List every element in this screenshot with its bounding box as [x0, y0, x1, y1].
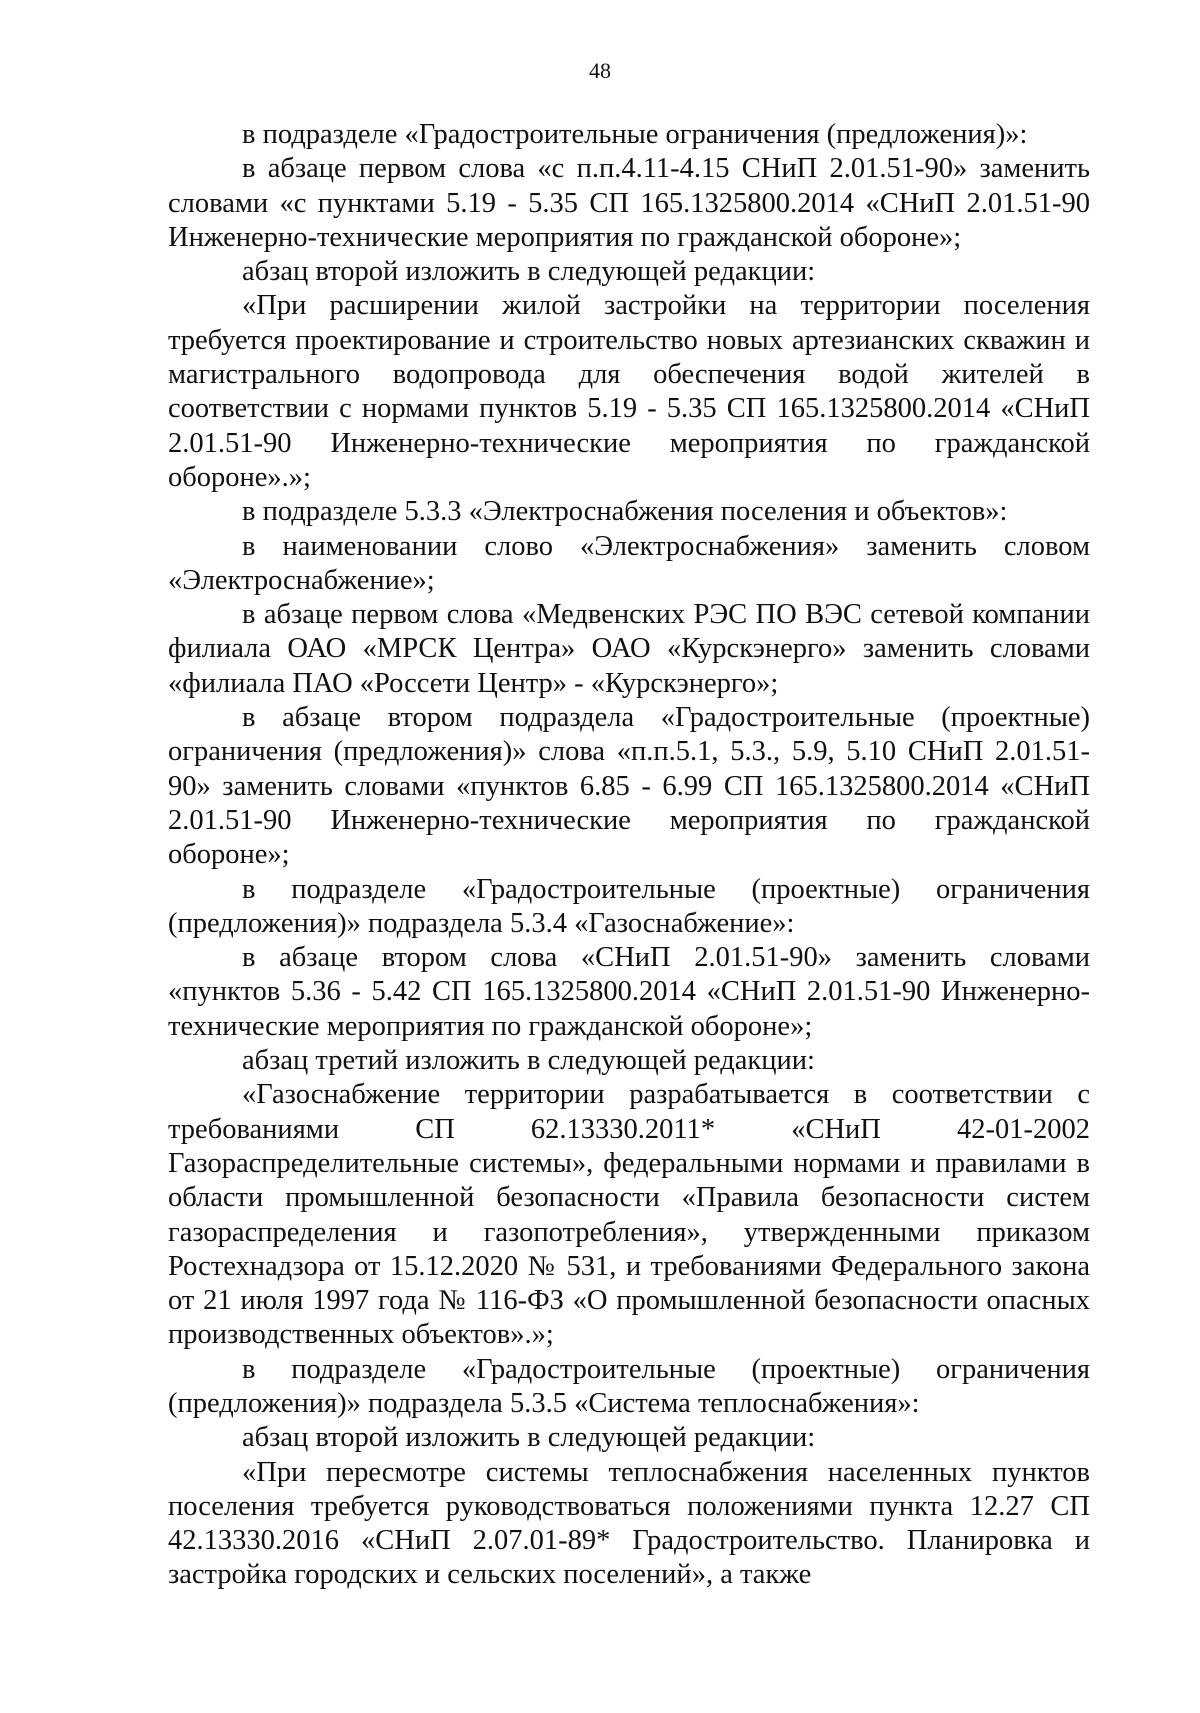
page-number: 48 [589, 58, 611, 83]
paragraph: абзац второй изложить в следующей редакции: [242, 256, 816, 288]
paragraph: в подразделе «Градостроительные (проектные) ограничения (предложения)» подраздела 5.3.5 «Система теплоснабжения»: [168, 1353, 1090, 1419]
paragraph: «При расширении жилой застройки на территории поселения требуется проектирование и строительство новых артезианских скважин и магистрального водопровода для обеспечения водой жителей в соответствии с нормами пунктов 5.19 - 5.35 СП 165.1325800.2014 «СНиП 2.01.51-90 Инженерно-технические мероприятия по гражданской обороне».»; [168, 290, 1090, 493]
paragraph: «При пересмотре системы теплоснабжения населенных пунктов поселения требуется руководствоваться положениями пункта 12.27 СП 42.13330.2016 «СНиП 2.07.01-89* Градостроительство. Планировка и застройка городских и сельских поселений», а также [168, 1456, 1090, 1591]
paragraph: в наименовании слово «Электроснабжения» заменить словом «Электроснабжение»; [168, 530, 1090, 596]
paragraph: в подразделе 5.3.3 «Электроснабжения поселения и объектов»: [242, 496, 1008, 528]
document-body [168, 118, 1090, 1593]
paragraph: в подразделе «Градостроительные (проектные) ограничения (предложения)» подраздела 5.3.4 «Газоснабжение»: [168, 873, 1090, 939]
paragraph: абзац третий изложить в следующей редакции: [242, 1045, 815, 1077]
paragraph: в абзаце втором слова «СНиП 2.01.51-90» заменить словами «пунктов 5.36 - 5.42 СП 165.1325800.2014 «СНиП 2.01.51-90 Инженерно-технические мероприятия по гражданской обороне»; [168, 942, 1090, 1042]
paragraph: в абзаце первом слова «Медвенских РЭС ПО ВЭС сетевой компании филиала ОАО «МРСК Центра» ОАО «Курскэнерго» заменить словами «филиала ПАО «Россети Центр» - «Курскэнерго»; [168, 599, 1090, 699]
paragraph: «Газоснабжение территории разрабатывается в соответствии с требованиями СП 62.13330.2011* «СНиП 42-01-2002 Газораспределительные системы», федеральными нормами и правилами в области промышленной безопасности «Правила безопасности систем газораспределения и газопотребления», утвержденными приказом Ростехнадзора от 15.12.2020 № 531, и требованиями Федерального закона от 21 июля 1997 года № 116-ФЗ «О промышленной безопасности опасных производственных объектов».»; [168, 1079, 1090, 1351]
paragraph: абзац второй изложить в следующей редакции: [242, 1422, 816, 1454]
paragraph: в подразделе «Градостроительные ограничения (предложения)»: [242, 119, 1028, 150]
paragraph: в абзаце первом слова «с п.п.4.11-4.15 СНиП 2.01.51-90» заменить словами «с пунктами 5.19 - 5.35 СП 165.1325800.2014 «СНиП 2.01.51-90 Инженерно-технические мероприятия по гражданской обороне»; [168, 153, 1090, 253]
paragraph: в абзаце втором подраздела «Градостроительные (проектные) ограничения (предложения)» слова «п.п.5.1, 5.3., 5.9, 5.10 СНиП 2.01.51-90» заменить словами «пунктов 6.85 - 6.99 СП 165.1325800.2014 «СНиП 2.01.51-90 Инженерно-технические мероприятия по гражданской обороне»; [168, 702, 1090, 871]
